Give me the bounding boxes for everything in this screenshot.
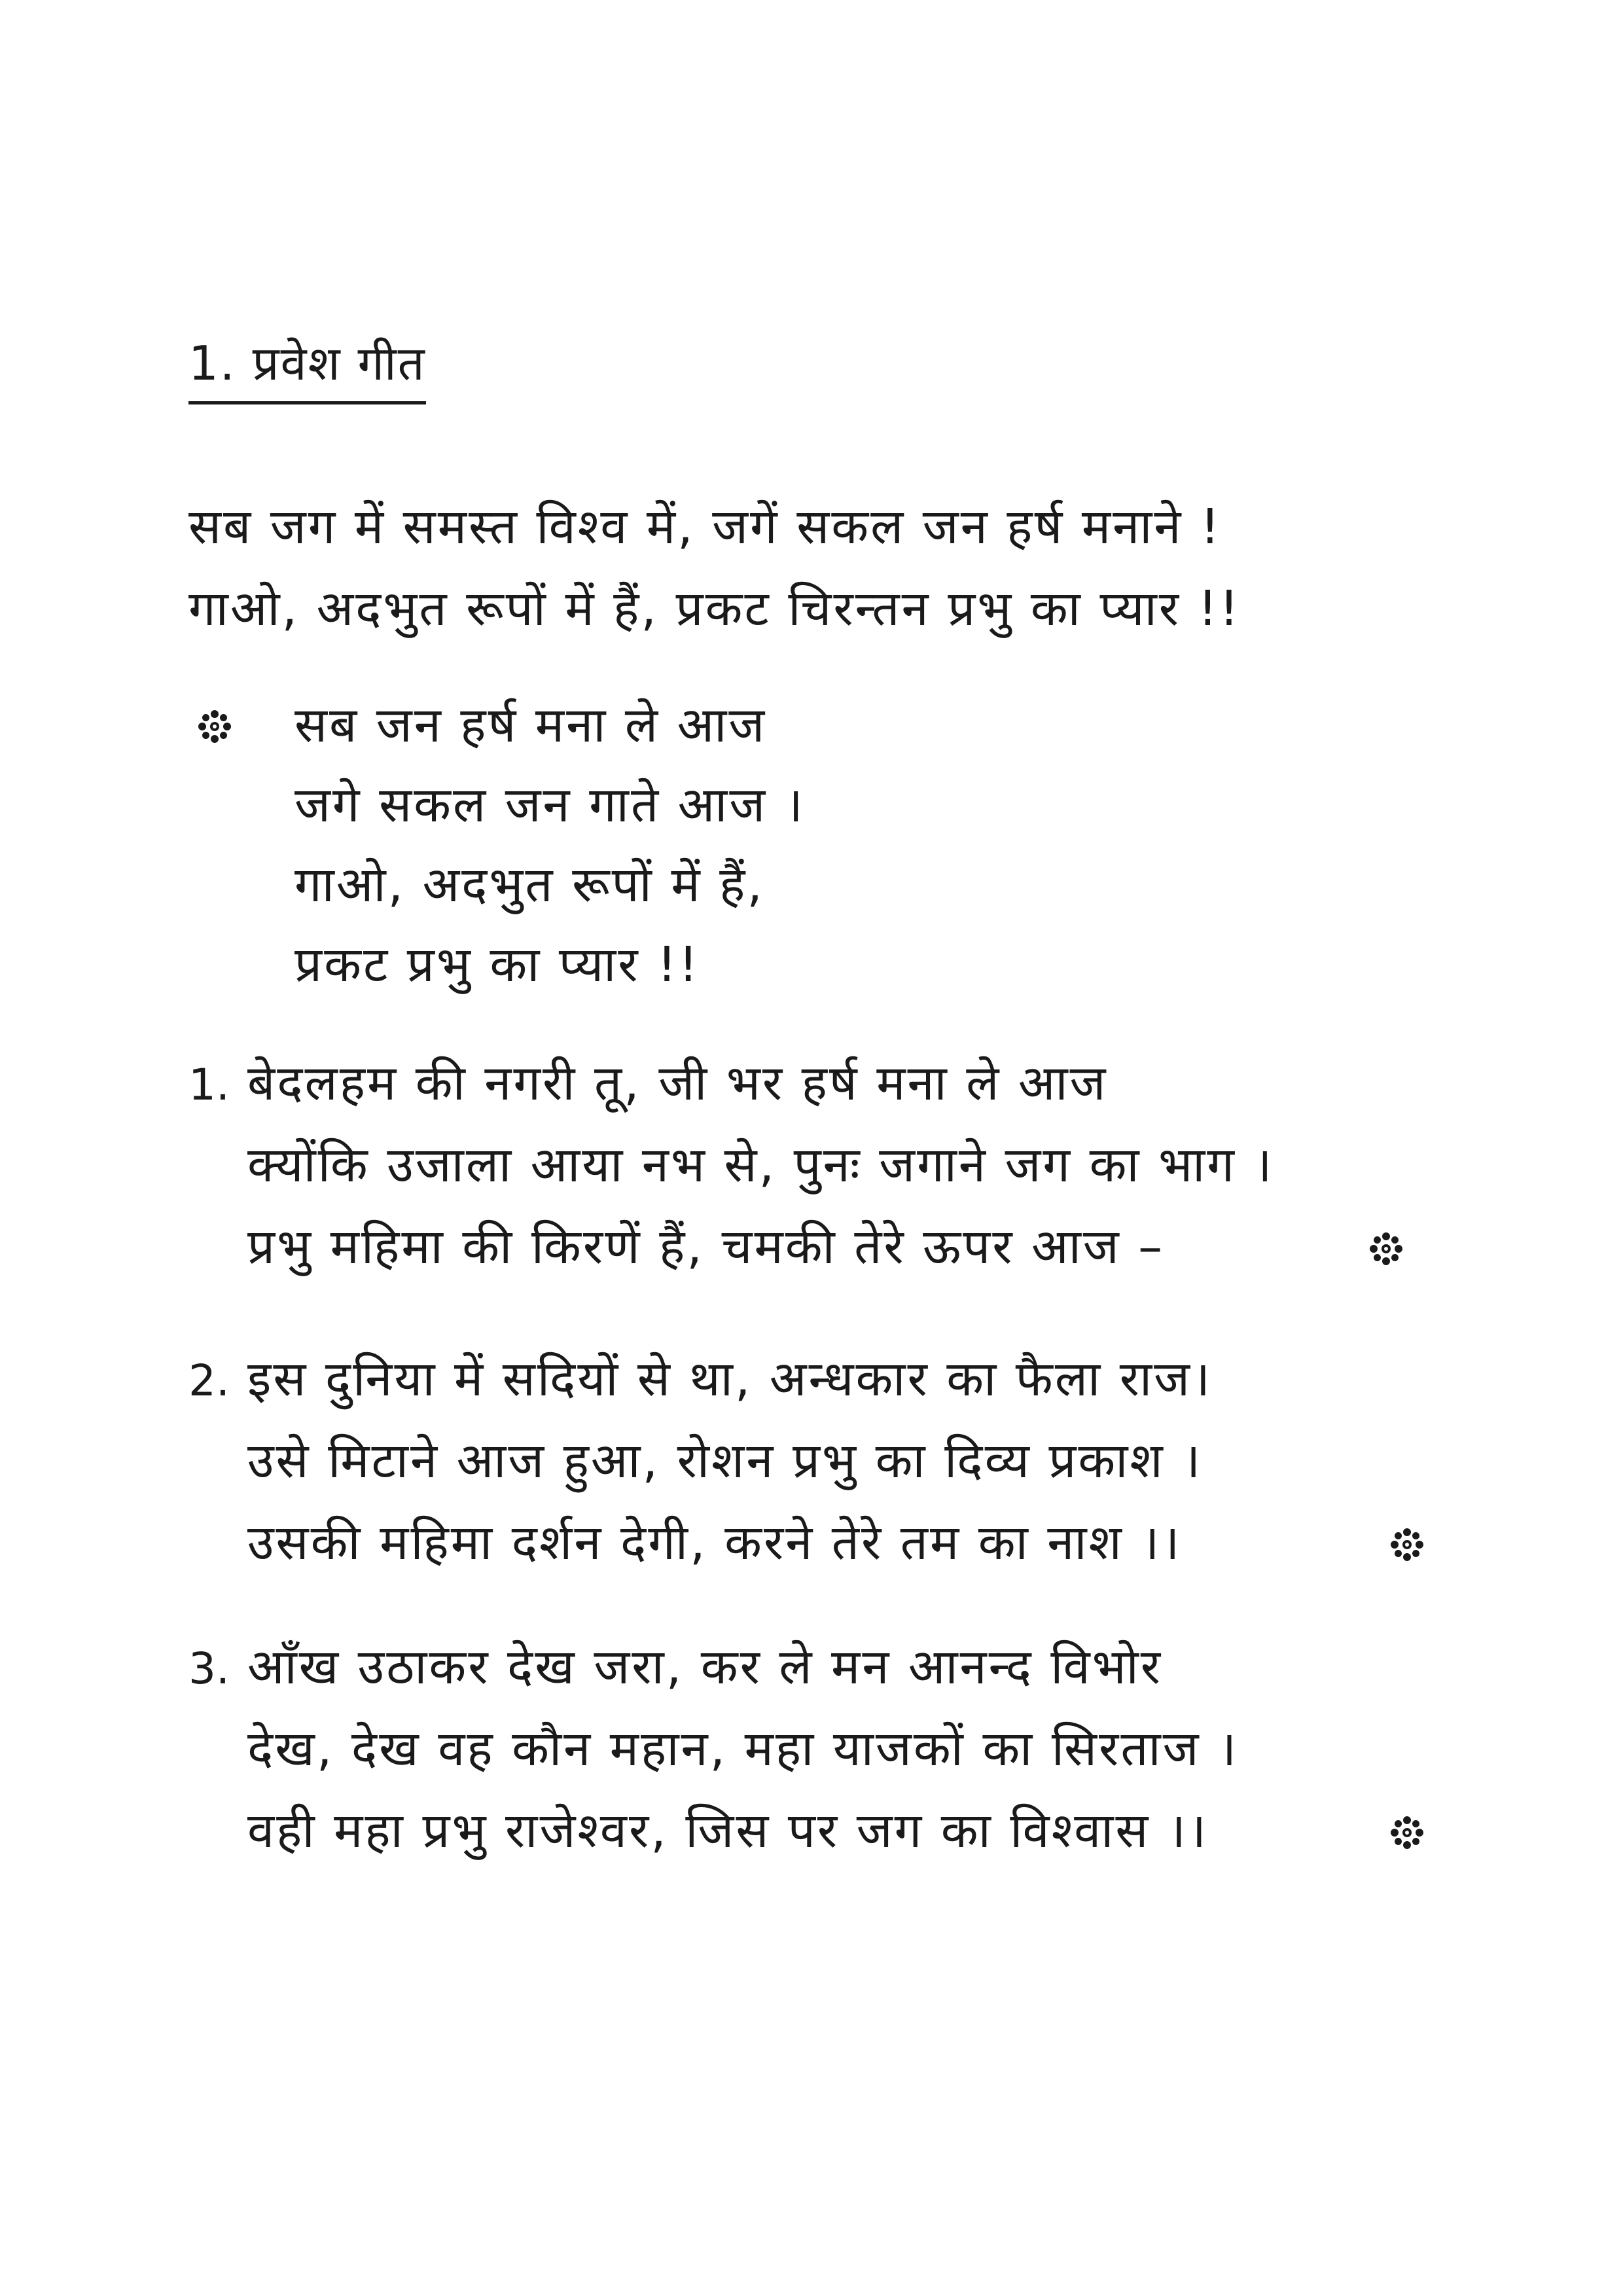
verse-1-line-2: क्योंकि उजाला आया नभ से, पुनः जगाने जग का भाग । — [247, 1137, 1274, 1193]
verse-1-number: 1. — [188, 1060, 230, 1110]
chorus-line-2: जगे सकल जन गाते आज । — [294, 777, 805, 833]
verse-1-line-3: प्रभु महिमा की किरणें हैं, चमकी तेरे ऊपर आज – — [247, 1219, 1165, 1275]
chorus-line-3: गाओ, अदभुत रूपों में हैं, — [294, 857, 764, 913]
chorus-line-1: सब जन हर्ष मना ले आज — [294, 697, 767, 753]
verse-2-line-1: इस दुनिया में सदियों से था, अन्धकार का फैला राज। — [247, 1351, 1213, 1407]
verse-1-line-1: बेदलहम की नगरी तू, जी भर हर्ष मना ले आज — [247, 1055, 1108, 1111]
verse-3-line-2: देख, देख वह कौन महान, महा याजकों का सिरताज । — [247, 1721, 1239, 1777]
verse-3-number: 3. — [188, 1643, 230, 1694]
verse-3-line-3: वही महा प्रभु राजेश्वर, जिस पर जग का विश्वास ।। — [247, 1803, 1209, 1859]
verse-2-line-2: उसे मिटाने आज हुआ, रोशन प्रभु का दिव्य प्रकाश । — [247, 1433, 1203, 1489]
verse-3-line-1: आँख उठाकर देख जरा, कर ले मन आनन्द विभोर — [247, 1639, 1163, 1695]
intro-line-1: सब जग में समस्त विश्व में, जगें सकल जन हर्ष मनाने ! — [188, 499, 1222, 555]
flower-icon — [1368, 1230, 1404, 1267]
flower-icon — [1389, 1814, 1425, 1851]
intro-line-2: गाओ, अदभुत रूपों में हैं, प्रकट चिरन्तन प्रभु का प्यार !! — [188, 581, 1241, 637]
song-title — [188, 331, 426, 404]
chorus-line-4: प्रकट प्रभु का प्यार !! — [294, 937, 700, 993]
song-title-text: प्रवेश गीत — [252, 336, 426, 391]
verse-2-line-3: उसकी महिमा दर्शन देगी, करने तेरे तम का नाश ।। — [247, 1515, 1182, 1571]
flower-icon — [196, 708, 233, 745]
verse-2-number: 2. — [188, 1355, 230, 1406]
flower-icon — [1389, 1526, 1425, 1563]
song-title-number: 1. — [188, 336, 236, 391]
